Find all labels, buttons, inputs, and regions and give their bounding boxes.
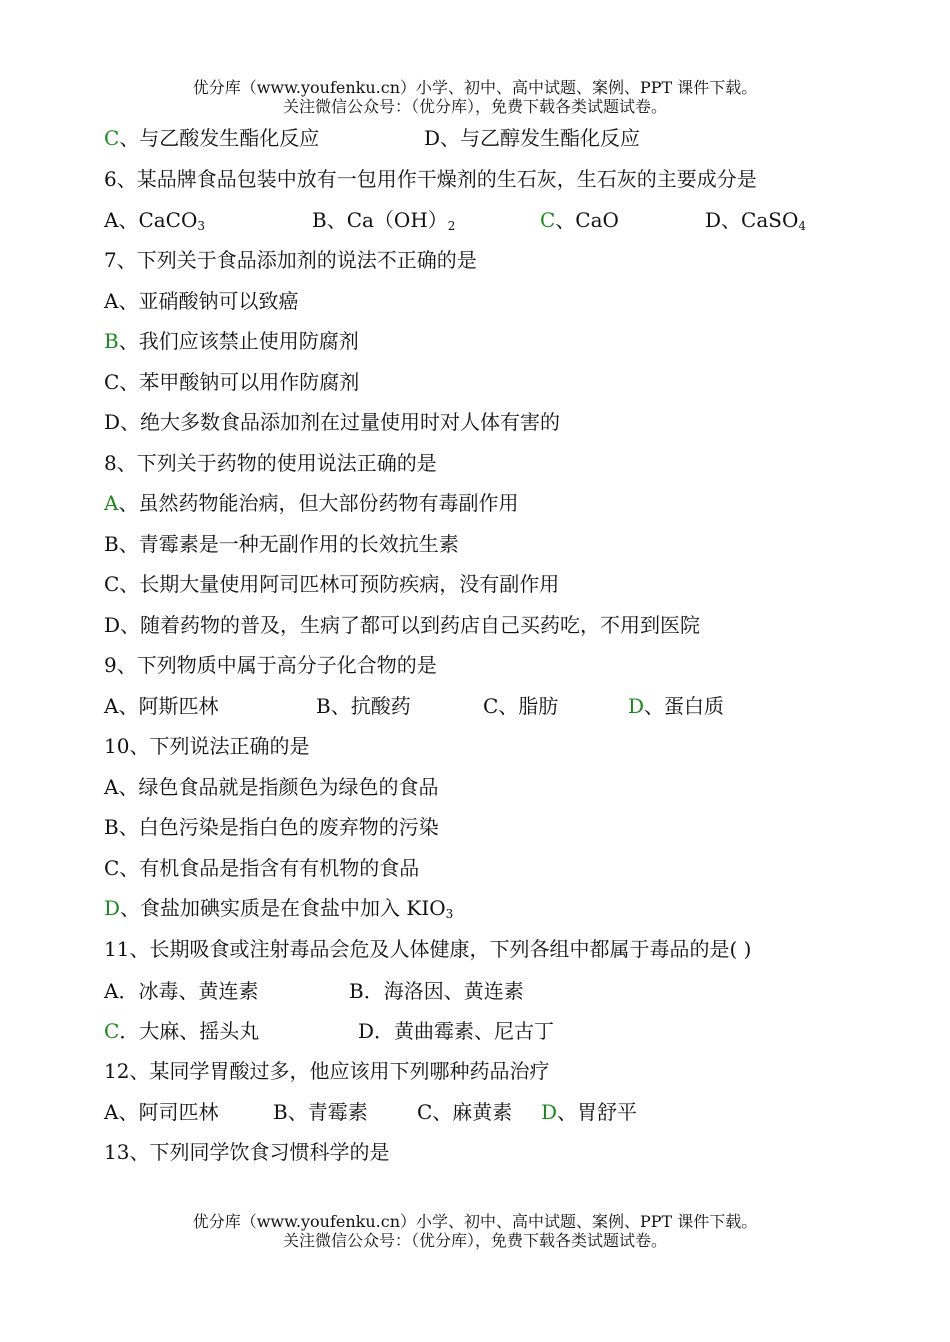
q8-option-a: A、虽然药物能治病，但大部份药物有毒副作用 bbox=[104, 491, 519, 515]
q6-option-a: A、CaCO$_3$ bbox=[104, 208, 206, 233]
q5-option-d: D、与乙醇发生酯化反应 bbox=[424, 126, 641, 150]
q13-stem: 13、下列同学饮食习惯科学的是 bbox=[104, 1140, 390, 1164]
header-line-1: 优分库（www.youfenku.cn）小学、初中、高中试题、案例、PPT 课件下载。 bbox=[192, 78, 758, 97]
q6-stem: 6、某品牌食品包装中放有一包用作干燥剂的生石灰，生石灰的主要成分是 bbox=[104, 167, 757, 191]
q10-option-d: D、食盐加碘实质是在食盐中加入 $KIO_3$ bbox=[104, 896, 454, 921]
q6-option-b: B、$Ca(OH)_2$ bbox=[312, 208, 456, 233]
q7-option-a: A、亚硝酸钠可以致癌 bbox=[104, 289, 299, 313]
q6-option-d: D、CaSO$_4$ bbox=[705, 208, 806, 233]
header-line-2: 关注微信公众号：（优分库），免费下载各类试题试卷。 bbox=[282, 97, 667, 116]
q8-stem: 8、下列关于药物的使用说法正确的是 bbox=[104, 451, 437, 475]
q12-option-c: C、麻黄素 bbox=[417, 1100, 513, 1124]
q7-stem: 7、下列关于食品添加剂的说法不正确的是 bbox=[104, 248, 477, 272]
footer-line-1: 优分库（www.youfenku.cn）小学、初中、高中试题、案例、PPT 课件下载。 bbox=[192, 1212, 758, 1231]
q7-option-b: B、我们应该禁止使用防腐剂 bbox=[104, 329, 359, 353]
q11-option-c: C．大麻、摇头丸 bbox=[104, 1019, 260, 1043]
page-header bbox=[0, 78, 950, 116]
q12-option-a: A、阿司匹林 bbox=[104, 1100, 219, 1124]
q9-option-c: C、脂肪 bbox=[483, 694, 559, 718]
q6-option-c: C、CaO bbox=[540, 208, 619, 232]
q10-option-c: C、有机食品是指含有有机物的食品 bbox=[104, 856, 420, 880]
answer-letter: D bbox=[541, 1100, 558, 1124]
q9-option-d: D、蛋白质 bbox=[628, 694, 725, 718]
q9-stem: 9、下列物质中属于高分子化合物的是 bbox=[104, 653, 437, 677]
q11-option-b: B．海洛因、黄连素 bbox=[349, 979, 524, 1003]
q10-option-b: B、白色污染是指白色的废弃物的污染 bbox=[104, 815, 439, 839]
answer-letter: C bbox=[104, 1019, 120, 1043]
q9-option-b: B、抗酸药 bbox=[316, 694, 411, 718]
q12-option-b: B、青霉素 bbox=[273, 1100, 368, 1124]
q11-option-a: A．冰毒、黄连素 bbox=[104, 979, 259, 1003]
answer-letter: D bbox=[628, 694, 645, 718]
q7-option-d: D、绝大多数食品添加剂在过量使用时对人体有害的 bbox=[104, 410, 561, 434]
q11-option-d: D．黄曲霉素、尼古丁 bbox=[358, 1019, 555, 1043]
q8-option-d: D、随着药物的普及，生病了都可以到药店自己买药吃，不用到医院 bbox=[104, 613, 701, 637]
answer-letter: A bbox=[104, 491, 119, 515]
q10-option-a: A、绿色食品就是指颜色为绿色的食品 bbox=[104, 775, 439, 799]
page-footer bbox=[0, 1212, 950, 1250]
footer-line-2: 关注微信公众号：（优分库），免费下载各类试题试卷。 bbox=[282, 1231, 667, 1250]
q10-stem: 10、下列说法正确的是 bbox=[104, 734, 310, 758]
answer-letter: C bbox=[540, 208, 556, 232]
q12-option-d: D、胃舒平 bbox=[541, 1100, 638, 1124]
answer-letter: D bbox=[104, 896, 121, 920]
q11-stem: 11、长期吸食或注射毒品会危及人体健康，下列各组中都属于毒品的是( ) bbox=[104, 937, 752, 961]
q8-option-c: C、长期大量使用阿司匹林可预防疾病，没有副作用 bbox=[104, 572, 560, 596]
answer-letter: C bbox=[104, 126, 120, 150]
answer-letter: B bbox=[104, 329, 119, 353]
q7-option-c: C、苯甲酸钠可以用作防腐剂 bbox=[104, 370, 360, 394]
q12-stem: 12、某同学胃酸过多，他应该用下列哪种药品治疗 bbox=[104, 1059, 550, 1083]
q5-option-c: C、与乙酸发生酯化反应 bbox=[104, 126, 320, 150]
q9-option-a: A、阿斯匹林 bbox=[104, 694, 219, 718]
q8-option-b: B、青霉素是一种无副作用的长效抗生素 bbox=[104, 532, 459, 556]
